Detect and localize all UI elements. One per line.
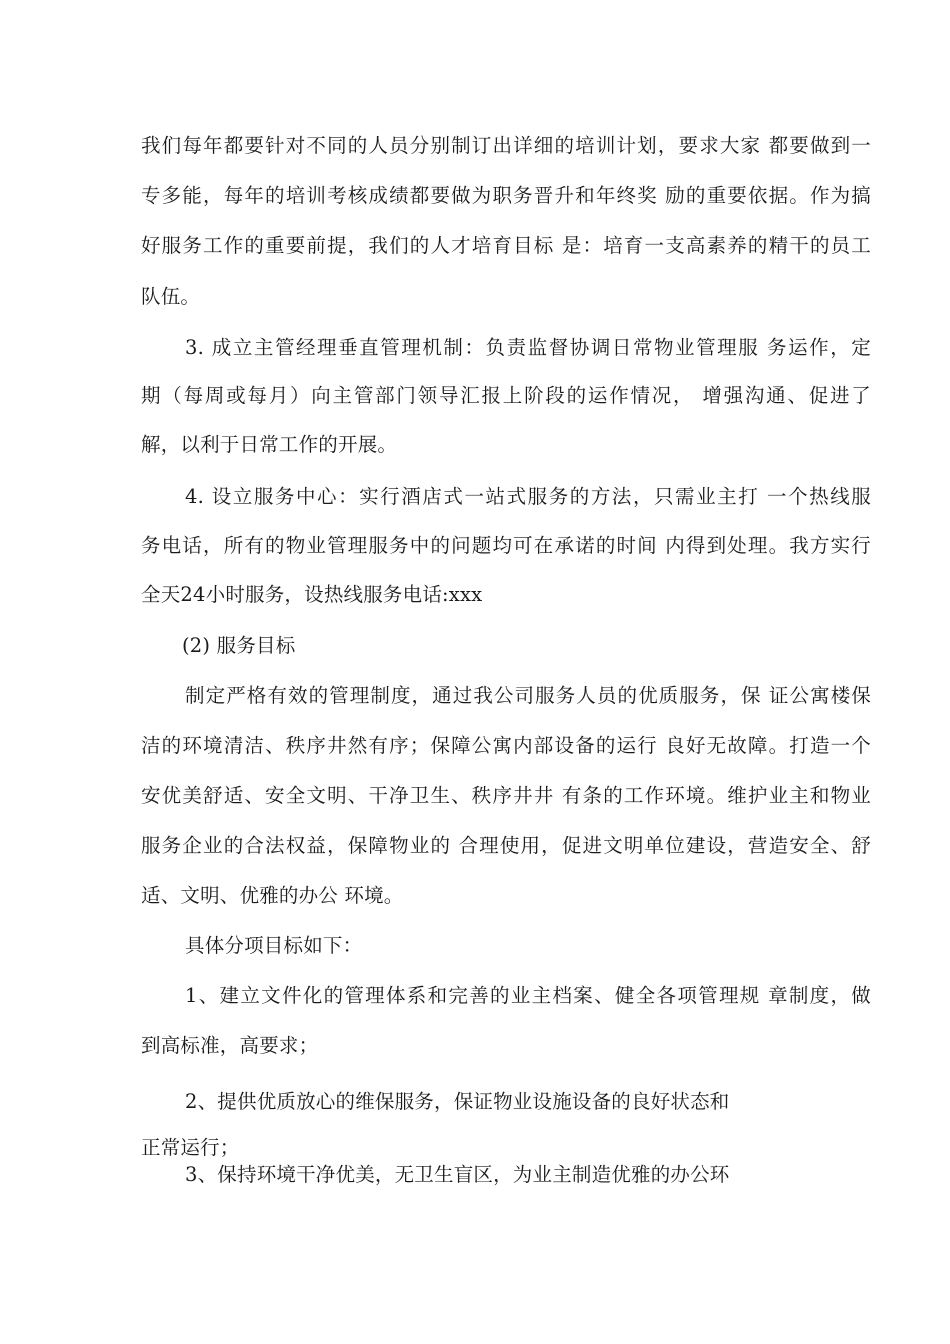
text-line: 安优美舒适、安全文明、干净卫生、秩序井井 有条的工作环境。维护业主和物业 <box>141 784 871 807</box>
text-line: 务电话，所有的物业管理服务中的问题均可在承诺的时间 内得到处理。我方实行 <box>141 534 871 557</box>
text-line: 期（每周或每月）向主管部门领导汇报上阶段的运作情况， 增强沟通、促进了 <box>141 384 871 407</box>
text-line: 正常运行； <box>141 1136 240 1159</box>
text-line: 4. 设立服务中心：实行酒店式一站式服务的方法，只需业主打 一个热线服 <box>185 485 871 508</box>
text-line: 我们每年都要针对不同的人员分别制订出详细的培训计划，要求大家 都要做到一 <box>141 134 871 157</box>
text-line: 到高标准，高要求； <box>141 1034 319 1057</box>
text-line: 1、建立文件化的管理体系和完善的业主档案、健全各项管理规 章制度，做 <box>185 984 871 1007</box>
text-line: 适、文明、优雅的办公 环境。 <box>141 884 404 907</box>
text-line: 全天24小时服务，设热线服务电话:xxx <box>141 583 483 606</box>
text-line: 制定严格有效的管理制度，通过我公司服务人员的优质服务，保 证公寓楼保 <box>185 684 871 707</box>
text-line: 队伍。 <box>141 285 201 308</box>
text-line: 具体分项目标如下： <box>185 934 363 957</box>
text-line: 洁的环境清洁、秩序井然有序；保障公寓内部设备的运行 良好无故障。打造一个 <box>141 734 871 757</box>
section-heading: (2) 服务目标 <box>182 634 296 657</box>
text-line: 好服务工作的重要前提，我们的人才培育目标 是：培育一支高素养的精干的员工 <box>141 234 871 257</box>
text-line: 专多能，每年的培训考核成绩都要做为职务晋升和年终奖 励的重要依据。作为搞 <box>141 184 871 207</box>
text-line: 3. 成立主管经理垂直管理机制：负责监督协调日常物业管理服 务运作，定 <box>185 336 871 359</box>
text-line: 2、提供优质放心的维保服务，保证物业设施设备的良好状态和 <box>185 1090 730 1113</box>
text-line: 解，以利于日常工作的开展。 <box>141 433 398 456</box>
text-line: 3、保持环境干净优美，无卫生盲区，为业主制造优雅的办公环 <box>185 1163 730 1186</box>
text-line: 服务企业的合法权益，保障物业的 合理使用，促进文明单位建设，营造安全、舒 <box>141 834 871 857</box>
